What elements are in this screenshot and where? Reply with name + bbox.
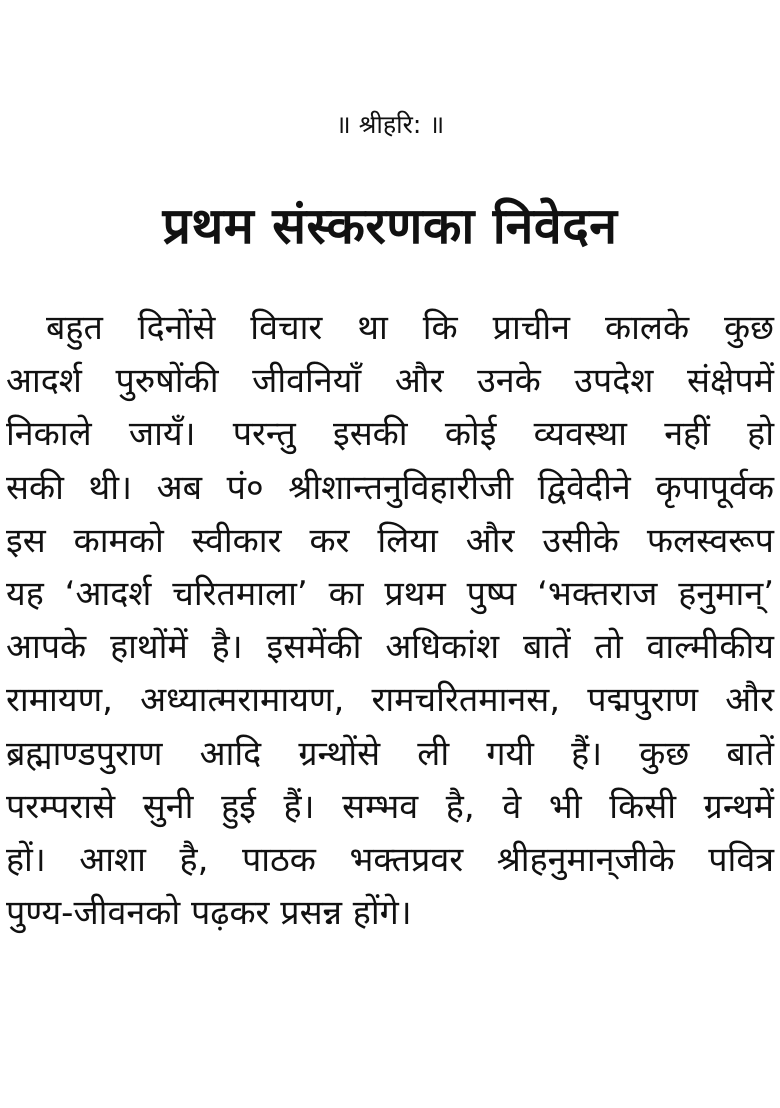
- paragraph-line: आपके हाथोंमें है। इसमेंकी अधिकांश बातें तो वाल्मीकीय: [6, 627, 774, 668]
- paragraph-line: परम्परासे सुनी हुई हैं। सम्भव है, वे भी किसी ग्रन्थमें: [6, 786, 774, 827]
- invocation-header: ॥ श्रीहरि: ॥: [335, 110, 445, 139]
- paragraph-line: यह ‘आदर्श चरितमाला’ का प्रथम पुष्प ‘भक्तराज हनुमान्’: [6, 573, 774, 614]
- page-title: प्रथम संस्करणका निवेदन: [162, 197, 618, 255]
- paragraph-line: निकाले जायँ। परन्तु इसकी कोई व्यवस्था नहीं हो: [6, 414, 774, 455]
- paragraph-line: रामायण, अध्यात्मरामायण, रामचरितमानस, पद्मपुराण और: [6, 680, 774, 721]
- paragraph-line: पुण्य-जीवनको पढ़कर प्रसन्न होंगे।: [6, 893, 412, 934]
- body-paragraph: [6, 302, 774, 940]
- paragraph-line: आदर्श पुरुषोंकी जीवनियाँ और उनके उपदेश संक्षेपमें: [6, 361, 774, 402]
- paragraph-line: सकी थी। अब पं० श्रीशान्तनुविहारीजी द्विवेदीने कृपापूर्वक: [6, 467, 774, 508]
- paragraph-line: बहुत दिनोंसे विचार था कि प्राचीन कालके कुछ: [46, 308, 774, 348]
- paragraph-line: इस कामको स्वीकार कर लिया और उसीके फलस्वरूप: [6, 520, 774, 561]
- paragraph-line: ब्रह्माण्डपुराण आदि ग्रन्थोंसे ली गयी हैं। कुछ बातें: [6, 733, 774, 774]
- paragraph-line: हों। आशा है, पाठक भक्तप्रवर श्रीहनुमान्‌जीके पवित्र: [6, 839, 774, 880]
